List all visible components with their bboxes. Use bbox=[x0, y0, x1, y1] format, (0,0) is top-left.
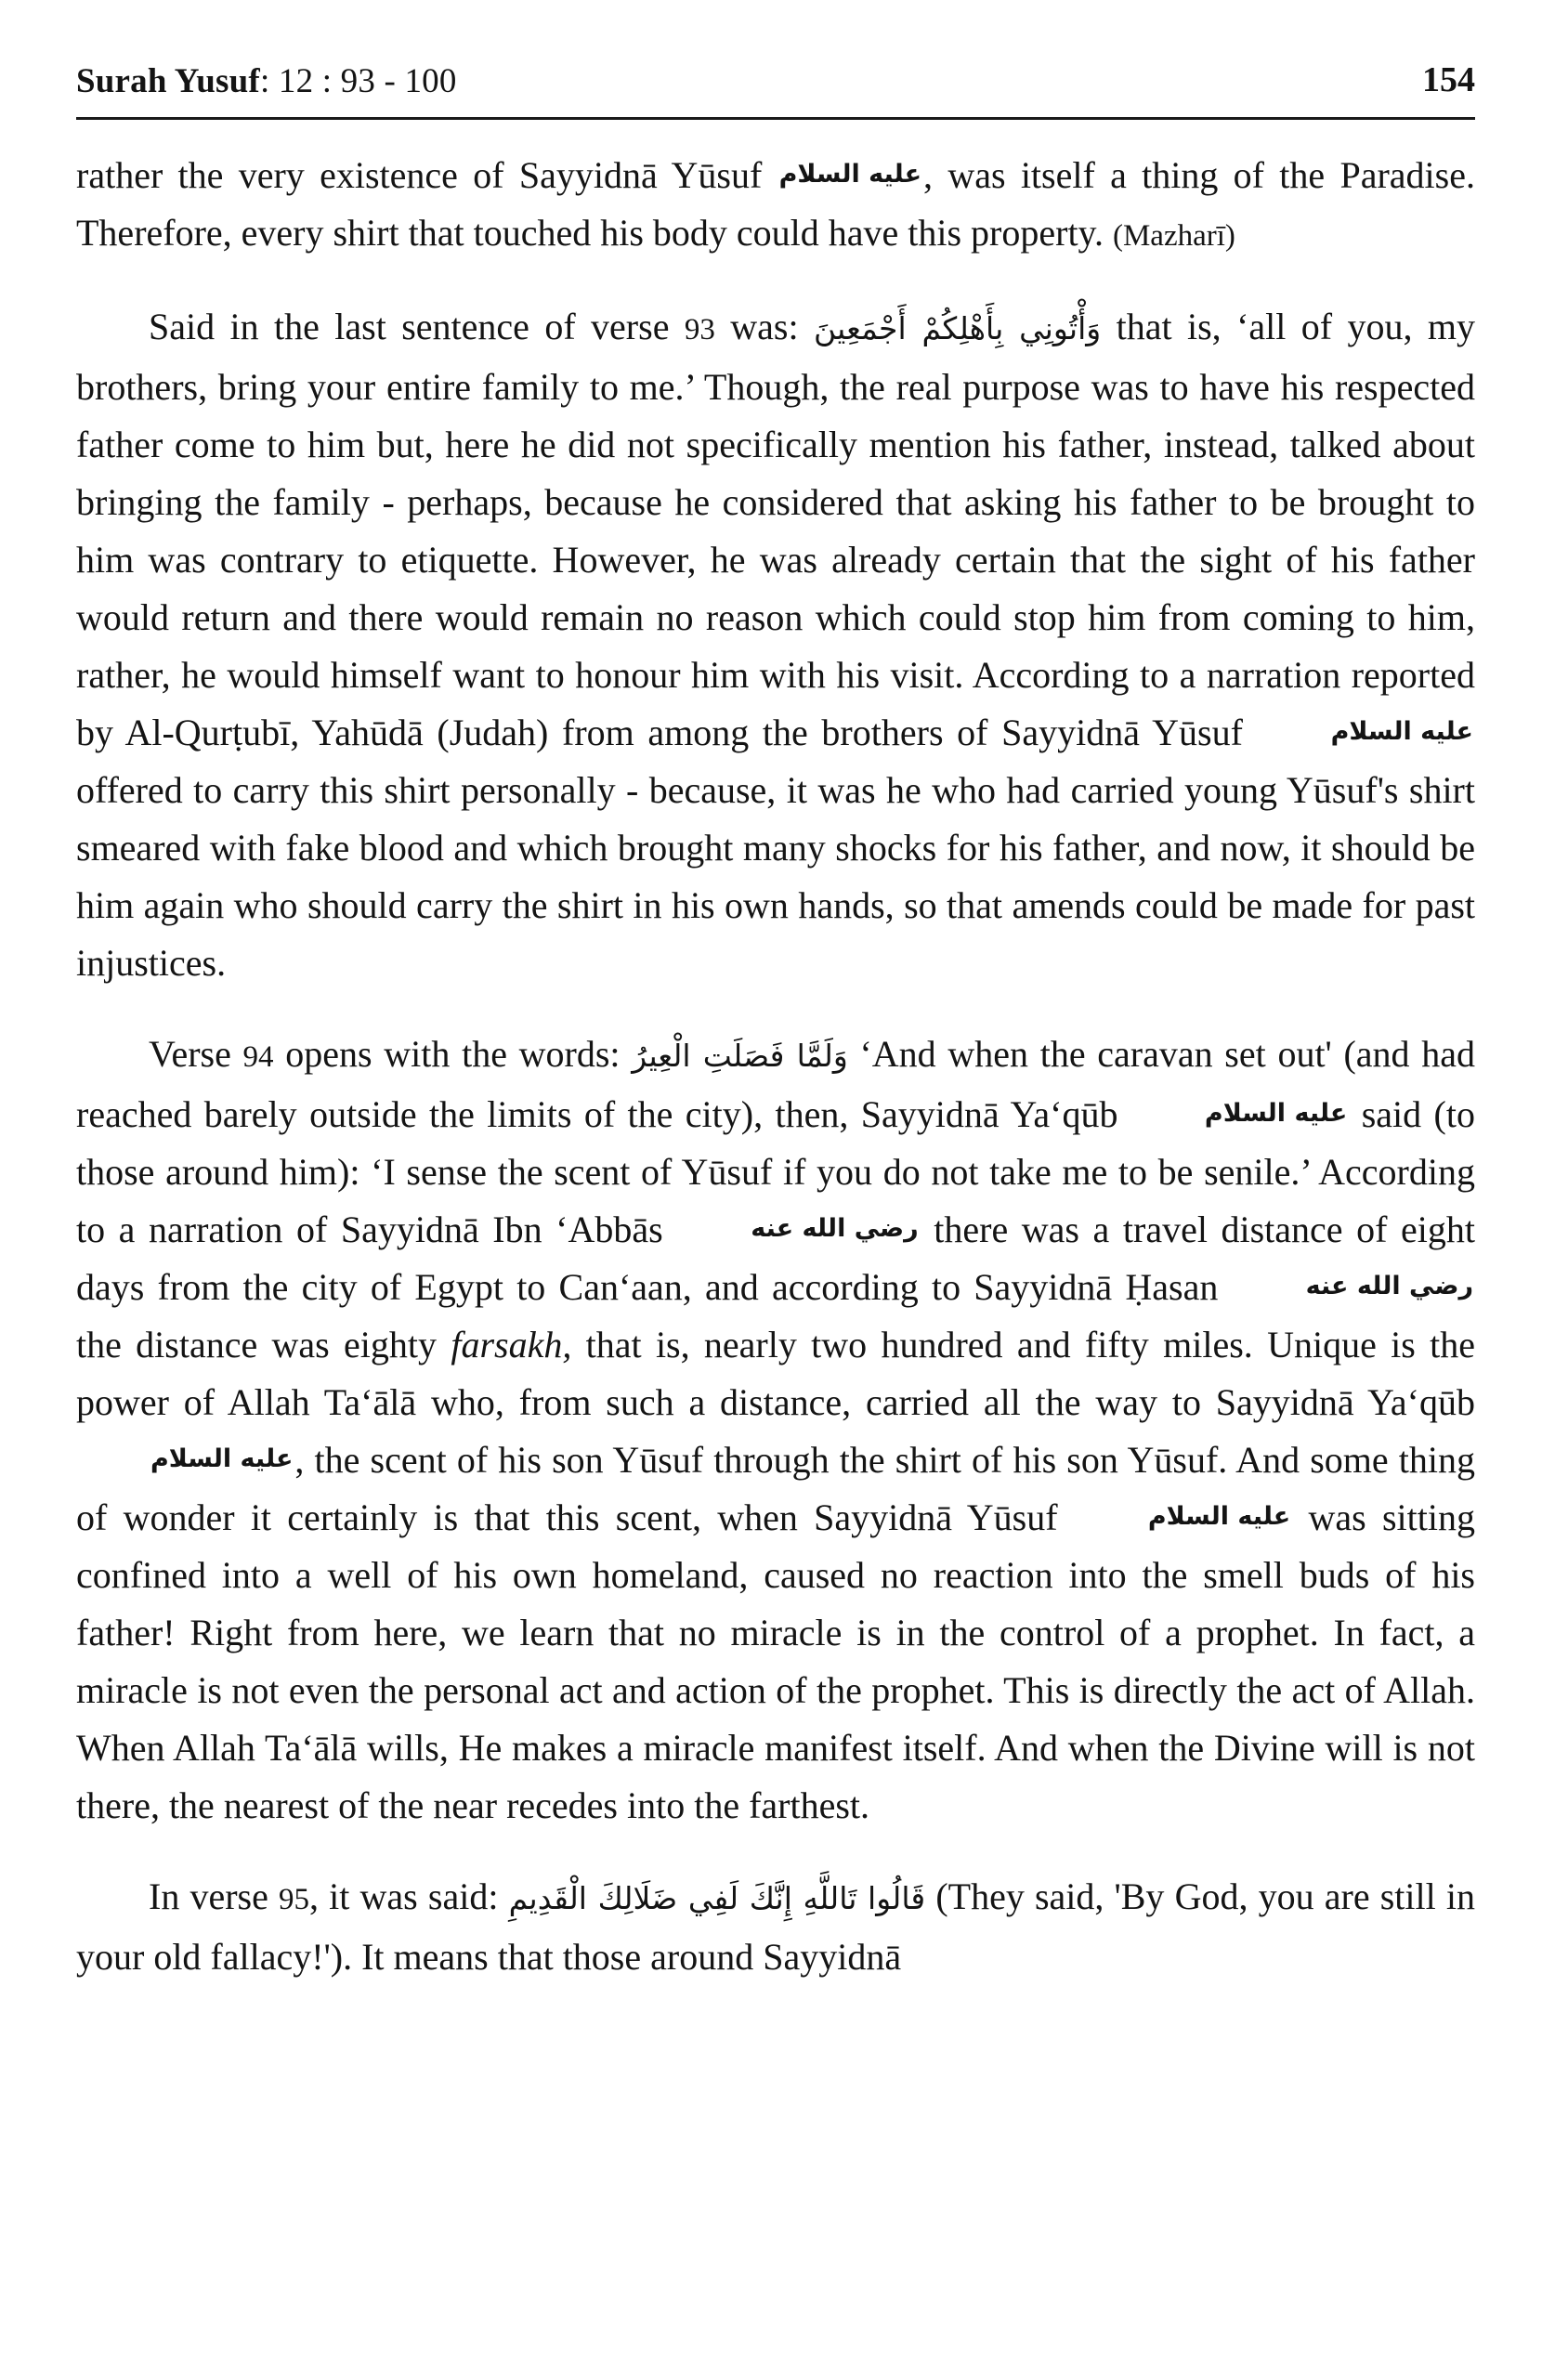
verse-range: : 12 : 93 - 100 bbox=[259, 62, 457, 100]
arabic-quote: وَأْتُونِي بِأَهْلِكُمْ أَجْمَعِينَ bbox=[813, 310, 1102, 346]
text-run: the distance was eighty bbox=[76, 1324, 451, 1365]
text-run: said (to those around him): ‘I sense the scent of Yūsuf if you do not take me to be senile.’ According to a narration of Sayyidnā Ibn ‘Abbās bbox=[76, 1093, 1475, 1250]
source-citation: (Mazharī) bbox=[1112, 219, 1235, 253]
body-text bbox=[76, 147, 1475, 1986]
text-run: ‘And when the caravan set out' (and had reached barely outside the limits of the city), then, Sayyidnā Ya‘qūb bbox=[76, 1033, 1475, 1135]
text-run: rather the very existence of Sayyidnā Yūsuf bbox=[76, 154, 777, 196]
text-run: , the scent of his son Yūsuf through the shirt of his son Yūsuf. And some thing of wonder it certainly is that this scent, when Sayyidnā Yūsuf bbox=[76, 1439, 1475, 1538]
paragraph-2 bbox=[76, 298, 1475, 992]
arabic-quote: وَلَمَّا فَصَلَتِ الْعِيرُ bbox=[632, 1038, 848, 1074]
alaihissalam-honorific: عليه السلام bbox=[1204, 1099, 1348, 1128]
header-title bbox=[76, 61, 457, 101]
text-run: that is, nearly two hundred and fifty miles. Unique is the power of Allah Ta‘ālā who, from such a distance, carried all the way to Sayyidnā Ya‘qūb bbox=[76, 1324, 1475, 1423]
paragraph-3 bbox=[76, 1026, 1475, 1835]
text-run: , it was said: bbox=[309, 1875, 509, 1917]
alaihissalam-honorific: عليه السلام bbox=[1330, 717, 1473, 746]
alaihissalam-honorific: عليه السلام bbox=[778, 160, 922, 189]
text-run: In verse bbox=[149, 1875, 280, 1917]
verse-number: 93 bbox=[684, 313, 715, 346]
alaihissalam-honorific: عليه السلام bbox=[150, 1444, 294, 1473]
page-number: 154 bbox=[1422, 60, 1475, 99]
italic-term: farsakh, bbox=[451, 1324, 572, 1365]
text-run: , was itself a thing of the Paradise. Therefore, every shirt that touched his body could have this property. bbox=[76, 154, 1475, 254]
text-run: Said in the last sentence of verse bbox=[149, 306, 685, 347]
radiallahu-anhu-honorific: رضي الله عنه bbox=[751, 1214, 919, 1243]
running-header bbox=[76, 58, 1475, 120]
paragraph-4 bbox=[76, 1868, 1475, 1986]
alaihissalam-honorific: عليه السلام bbox=[1147, 1502, 1291, 1531]
radiallahu-anhu-honorific: رضي الله عنه bbox=[1305, 1272, 1473, 1300]
verse-number: 94 bbox=[242, 1040, 274, 1074]
arabic-quote: قَالُوا تَاللَّهِ إِنَّكَ لَفِي ضَلَالِكَ الْقَدِيمِ bbox=[508, 1880, 926, 1916]
text-run: offered to carry this shirt personally - because, it was he who had carried young Yūsuf's shirt smeared with fake blood and which brought many shocks for his father, and now, it should be him again who should carry the shirt in his own hands, so that amends could be made for past injustices. bbox=[76, 769, 1475, 984]
text-run: Verse bbox=[149, 1033, 243, 1075]
paragraph-1 bbox=[76, 147, 1475, 265]
text-run: that is, ‘all of you, my brothers, bring your entire family to me.’ Though, the real purpose was to have his respected father come to him but, here he did not specifically mention his father, instead, talked about bringing the family - perhaps, because he considered that asking his father to be brought to him was contrary to etiquette. However, he was already certain that the sight of his father would return and there would remain no reason which could stop him from coming to him, rather, he would himself want to honour him with his visit. According to a narration reported by Al-Qurṭubī, Yahūdā (Judah) from among the brothers of Sayyidnā Yūsuf bbox=[76, 306, 1475, 753]
surah-name: Surah Yusuf bbox=[76, 62, 260, 100]
text-run: opens with the words: bbox=[273, 1033, 633, 1075]
text-run: was: bbox=[714, 306, 814, 347]
text-run: (They said, 'By God, you are still in your old fallacy!'). It means that those around Sayyidnā bbox=[76, 1875, 1476, 1978]
verse-number: 95 bbox=[279, 1883, 310, 1916]
text-run: there was a travel distance of eight days from the city of Egypt to Can‘aan, and according to Sayyidnā Ḥasan bbox=[76, 1209, 1476, 1308]
text-run: was sitting confined into a well of his own homeland, caused no reaction into the smell buds of his father! Right from here, we learn that no miracle is in the control of a prophet. In fact, a miracle is not even the personal act and action of the prophet. This is directly the act of Allah. When Allah Ta‘ālā wills, He makes a miracle manifest itself. And when the Divine will is not there, the nearest of the near recedes into the farthest. bbox=[76, 1496, 1475, 1826]
